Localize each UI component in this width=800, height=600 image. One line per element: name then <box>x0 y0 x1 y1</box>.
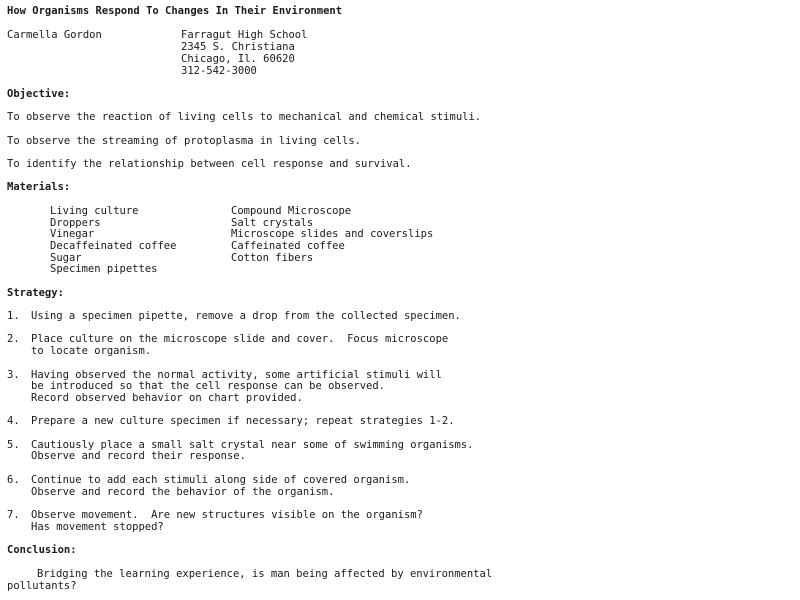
material-item: Sugar <box>50 252 82 264</box>
step-number: 5. <box>7 439 20 451</box>
material-item: Living culture <box>50 205 139 217</box>
step-text: Place culture on the microscope slide and cover. Focus microscope <box>31 333 449 345</box>
material-item: Caffeinated coffee <box>231 240 345 252</box>
conclusion-text: Bridging the learning experience, is man being affected by environmental <box>37 568 493 580</box>
step-text: Cautiously place a small salt crystal near some of swimming organisms. <box>31 439 474 451</box>
step-text: be introduced so that the cell response can be observed. <box>31 380 386 392</box>
material-item: Specimen pipettes <box>50 263 158 275</box>
objective-item: To observe the streaming of protoplasma in living cells. <box>7 135 362 147</box>
material-item: Microscope slides and coverslips <box>231 228 434 240</box>
objective-item: To observe the reaction of living cells to mechanical and chemical stimuli. <box>7 111 482 123</box>
conclusion-heading: Conclusion: <box>7 544 77 556</box>
step-text: Prepare a new culture specimen if necessary; repeat strategies 1-2. <box>31 415 455 427</box>
material-item: Droppers <box>50 217 101 229</box>
author-name: Carmella Gordon <box>7 29 102 41</box>
step-text: Having observed the normal activity, some artificial stimuli will <box>31 369 442 381</box>
school-street: 2345 S. Christiana <box>181 41 295 53</box>
school-city: Chicago, Il. 60620 <box>181 53 295 65</box>
conclusion-text: pollutants? <box>7 580 77 592</box>
step-text: Continue to add each stimuli along side of covered organism. <box>31 474 411 486</box>
material-item: Compound Microscope <box>231 205 352 217</box>
step-number: 6. <box>7 474 20 486</box>
step-text: Using a specimen pipette, remove a drop from the collected specimen. <box>31 310 461 322</box>
school-phone: 312-542-3000 <box>181 65 257 77</box>
school-name: Farragut High School <box>181 29 308 41</box>
step-text: Observe movement. Are new structures visible on the organism? <box>31 509 423 521</box>
step-text: Record observed behavior on chart provided. <box>31 392 303 404</box>
materials-heading: Materials: <box>7 181 71 193</box>
step-number: 7. <box>7 509 20 521</box>
material-item: Vinegar <box>50 228 95 240</box>
material-item: Salt crystals <box>231 217 314 229</box>
step-number: 3. <box>7 369 20 381</box>
step-text: to locate organism. <box>31 345 152 357</box>
step-text: Observe and record their response. <box>31 450 246 462</box>
objective-item: To identify the relationship between cell response and survival. <box>7 158 412 170</box>
material-item: Decaffeinated coffee <box>50 240 177 252</box>
step-number: 2. <box>7 333 20 345</box>
document-title: How Organisms Respond To Changes In Their Environment <box>7 5 343 17</box>
strategy-heading: Strategy: <box>7 287 64 299</box>
objective-heading: Objective: <box>7 88 71 100</box>
step-number: 4. <box>7 415 20 427</box>
material-item: Cotton fibers <box>231 252 314 264</box>
step-text: Has movement stopped? <box>31 521 164 533</box>
step-text: Observe and record the behavior of the organism. <box>31 486 335 498</box>
step-number: 1. <box>7 310 20 322</box>
